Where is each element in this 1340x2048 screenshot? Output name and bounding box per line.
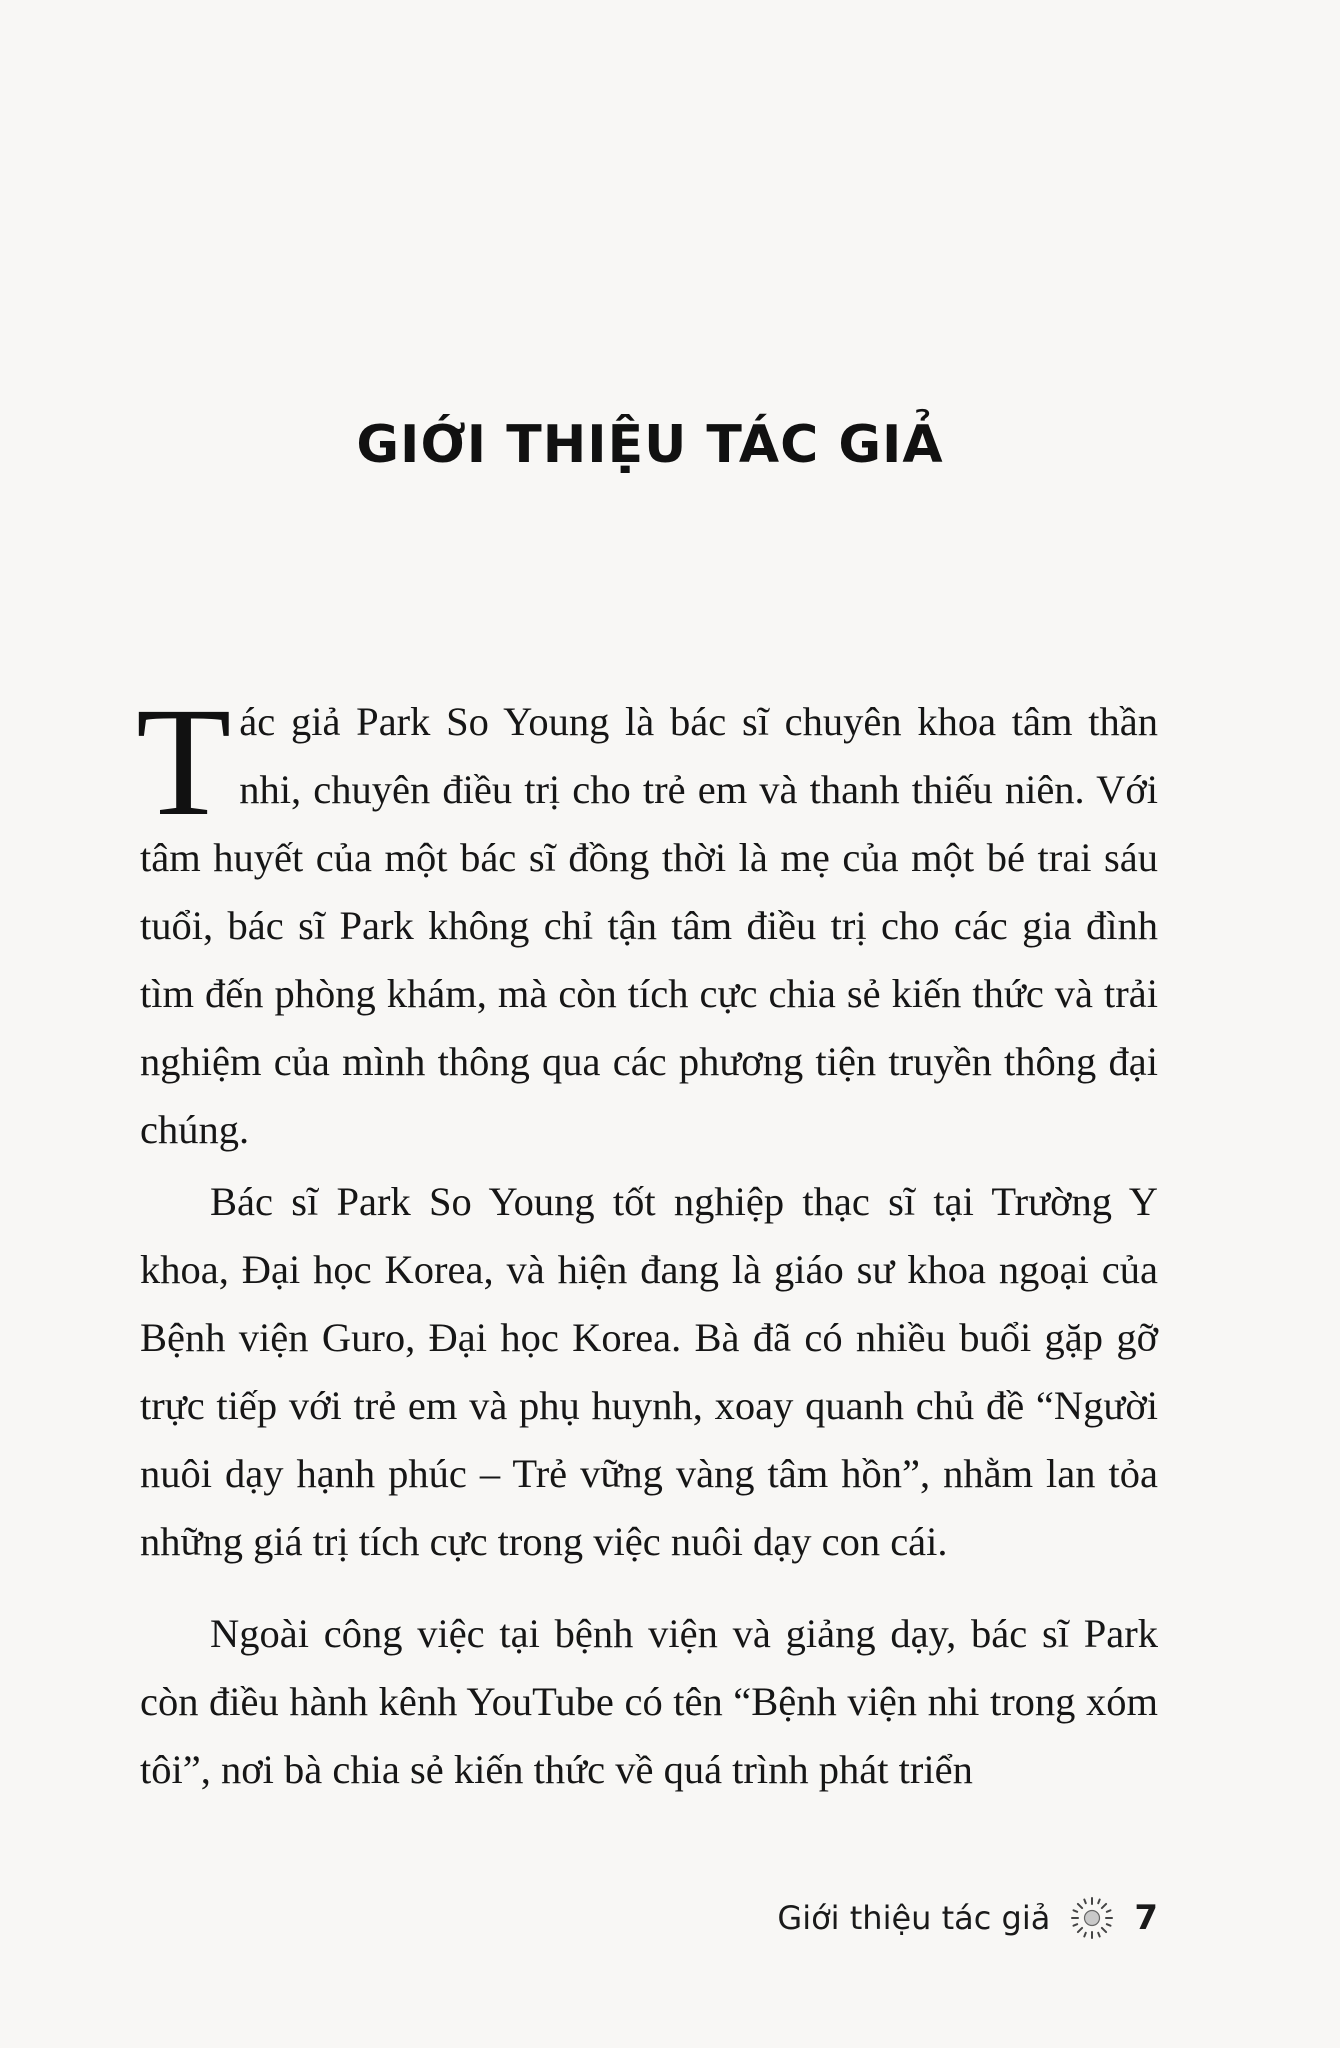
sun-ornament-icon: [1068, 1894, 1116, 1942]
drop-cap: T: [136, 675, 232, 848]
paragraph-intro-text: ác giả Park So Young là bác sĩ chuyên khoa tâm thần nhi, chuyên điều trị cho trẻ em và thanh thiếu niên. Với tâm huyết của một bác sĩ đồng thời là mẹ của một bé trai sáu tuổi, bác sĩ Park không chỉ tận tâm điều trị cho các gia đình tìm đến phòng khám, mà còn tích cực chia sẻ kiến thức và trải nghiệm của mình thông qua các phương tiện truyền thông đại chúng.: [140, 699, 1158, 1152]
running-title: Giới thiệu tác giả: [777, 1899, 1051, 1937]
paragraph-education: Bác sĩ Park So Young tốt nghiệp thạc sĩ tại Trường Y khoa, Đại học Korea, và hiện đang là giáo sư khoa ngoại của Bệnh viện Guro, Đại học Korea. Bà đã có nhiều buổi gặp gỡ trực tiếp với trẻ em và phụ huynh, xoay quanh chủ đề “Người nuôi dạy hạnh phúc – Trẻ vững vàng tâm hồn”, nhằm lan tỏa những giá trị tích cực trong việc nuôi dạy con cái.: [140, 1179, 1158, 1564]
page-title: GIỚI THIỆU TÁC GIẢ: [356, 414, 944, 475]
paragraph-intro: [136, 675, 1158, 1164]
paragraph-youtube: Ngoài công việc tại bệnh viện và giảng dạy, bác sĩ Park còn điều hành kênh YouTube có tên “Bệnh viện nhi trong xóm tôi”, nơi bà chia sẻ kiến thức về quá trình phát triển: [140, 1611, 1158, 1792]
page-number: 7: [1134, 1898, 1158, 1938]
page-footer: [0, 1888, 1158, 1948]
